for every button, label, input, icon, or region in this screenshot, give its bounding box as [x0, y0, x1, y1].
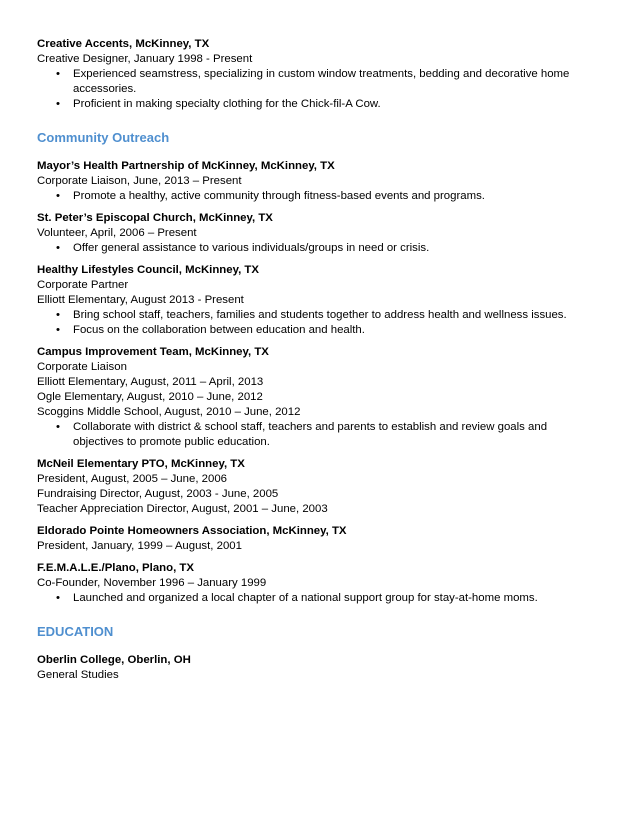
bullet-icon: •	[56, 324, 60, 336]
entry-line: Ogle Elementary, August, 2010 – June, 2012	[37, 391, 263, 403]
entry-line: Fundraising Director, August, 2003 - June, 2005	[37, 488, 279, 500]
bullet-icon: •	[56, 98, 60, 110]
bullet-list	[37, 241, 597, 256]
entry-title: Campus Improvement Team, McKinney, TX	[37, 346, 269, 358]
community-entry-campus-improvement	[37, 345, 597, 450]
bullet-list	[37, 189, 597, 204]
entry-line: President, August, 2005 – June, 2006	[37, 473, 227, 485]
community-entry-st-peters	[37, 211, 597, 256]
entry-title: Creative Accents, McKinney, TX	[37, 38, 210, 50]
entry-title: Eldorado Pointe Homeowners Association, McKinney, TX	[37, 525, 347, 537]
bullet-text: Focus on the collaboration between education and health.	[73, 324, 365, 336]
bullet-item	[37, 420, 597, 450]
entry-line: Teacher Appreciation Director, August, 2001 – June, 2003	[37, 503, 328, 515]
bullet-text: Experienced seamstress, specializing in custom window treatments, bedding and decorative home accessories.	[73, 68, 570, 95]
bullet-icon: •	[56, 68, 60, 80]
entry-line: Volunteer, April, 2006 – Present	[37, 227, 197, 239]
bullet-icon: •	[56, 309, 60, 321]
bullet-list	[37, 591, 597, 606]
bullet-icon: •	[56, 190, 60, 202]
entry-title: Oberlin College, Oberlin, OH	[37, 654, 191, 666]
bullet-list	[37, 308, 597, 338]
entry-line: General Studies	[37, 669, 119, 681]
entry-line: Co-Founder, November 1996 – January 1999	[37, 577, 267, 589]
community-entry-eldorado-pointe	[37, 524, 597, 554]
entry-title: Mayor’s Health Partnership of McKinney, McKinney, TX	[37, 160, 335, 172]
bullet-text: Promote a healthy, active community through fitness-based events and programs.	[73, 190, 485, 202]
bullet-item	[37, 67, 597, 97]
bullet-list	[37, 67, 597, 112]
bullet-item	[37, 591, 597, 606]
entry-line: Corporate Liaison	[37, 361, 127, 373]
bullet-list	[37, 420, 597, 450]
bullet-item	[37, 241, 597, 256]
entry-line: Scoggins Middle School, August, 2010 – June, 2012	[37, 406, 301, 418]
education-entry-oberlin	[37, 653, 597, 683]
bullet-icon: •	[56, 421, 60, 433]
bullet-item	[37, 97, 597, 112]
entry-line: Corporate Liaison, June, 2013 – Present	[37, 175, 242, 187]
community-entry-mcneil-pto	[37, 457, 597, 517]
entry-line: Creative Designer, January 1998 - Present	[37, 53, 253, 65]
entry-title: McNeil Elementary PTO, McKinney, TX	[37, 458, 245, 470]
bullet-text: Proficient in making specialty clothing for the Chick-fil-A Cow.	[73, 98, 381, 110]
entry-line: Corporate Partner	[37, 279, 129, 291]
section-heading-community-outreach: Community Outreach	[37, 130, 170, 145]
bullet-text: Collaborate with district & school staff, teachers and parents to establish and review goals and objectives to promote public education.	[73, 421, 548, 448]
entry-line: President, January, 1999 – August, 2001	[37, 540, 242, 552]
bullet-icon: •	[56, 242, 60, 254]
bullet-item	[37, 323, 597, 338]
entry-title: F.E.M.A.L.E./Plano, Plano, TX	[37, 562, 194, 574]
entry-title: St. Peter’s Episcopal Church, McKinney, TX	[37, 212, 273, 224]
community-entry-healthy-lifestyles	[37, 263, 597, 338]
bullet-text: Launched and organized a local chapter of a national support group for stay-at-home moms.	[73, 592, 538, 604]
bullet-text: Offer general assistance to various individuals/groups in need or crisis.	[73, 242, 430, 254]
entry-line: Elliott Elementary, August, 2011 – April, 2013	[37, 376, 264, 388]
section-heading-education: EDUCATION	[37, 624, 114, 639]
bullet-item	[37, 308, 597, 323]
community-entry-female-plano	[37, 561, 597, 606]
community-entry-mayors-health	[37, 159, 597, 204]
resume-page	[37, 37, 597, 683]
bullet-icon: •	[56, 592, 60, 604]
bullet-text: Bring school staff, teachers, families and students together to address health and wellness issues.	[73, 309, 567, 321]
bullet-item	[37, 189, 597, 204]
entry-title: Healthy Lifestyles Council, McKinney, TX	[37, 264, 259, 276]
entry-line: Elliott Elementary, August 2013 - Present	[37, 294, 244, 306]
experience-entry-creative-accents	[37, 37, 597, 112]
